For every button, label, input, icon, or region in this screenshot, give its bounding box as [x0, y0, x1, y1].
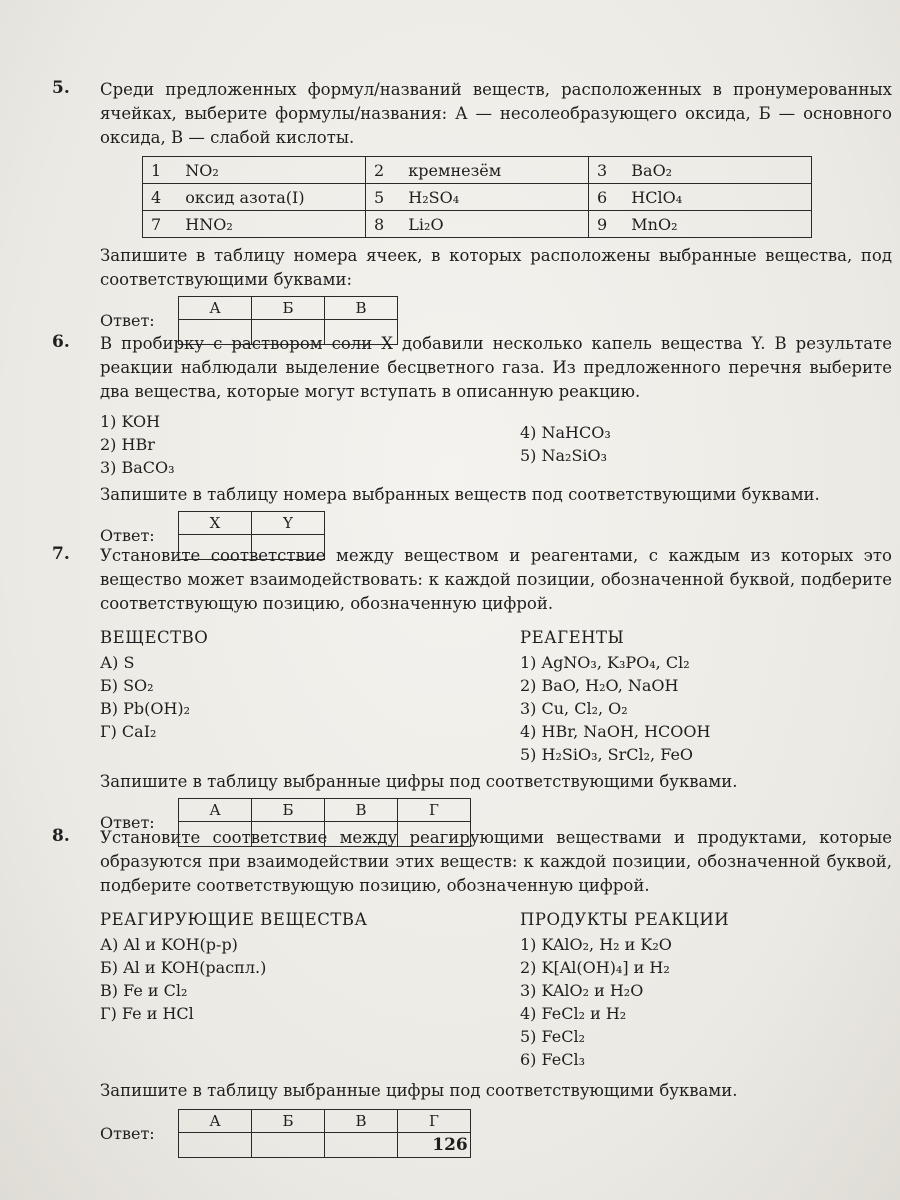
option-item: 3) BaCO₃	[100, 458, 175, 477]
match-columns	[100, 908, 892, 1071]
cell-number: 8	[365, 211, 400, 238]
cell-value: MnO₂	[623, 211, 811, 238]
answer-header: В	[325, 297, 398, 320]
answer-label: Ответ:	[100, 311, 155, 330]
match-columns	[100, 626, 892, 766]
answer-header: А	[179, 1110, 252, 1133]
cell-number: 1	[143, 157, 178, 184]
reactant-item: А) Al и KOH(р-р)	[100, 935, 238, 954]
reagent-item: 1) AgNO₃, K₃PO₄, Cl₂	[520, 653, 690, 672]
products-column	[520, 908, 729, 1071]
product-item: 5) FeCl₂	[520, 1027, 585, 1046]
cell-value: HClO₄	[623, 184, 811, 211]
product-item: 6) FeCl₃	[520, 1050, 585, 1069]
cell-number: 6	[588, 184, 623, 211]
answer-header: Y	[252, 512, 325, 535]
options-left	[100, 410, 520, 479]
grid-row	[143, 157, 812, 184]
answer-header: В	[325, 1110, 398, 1133]
task-instruction: Запишите в таблицу номера выбранных веществ под соответствующими буквами.	[100, 485, 820, 504]
substance-item: Г) CaI₂	[100, 722, 157, 741]
answer-header: А	[179, 297, 252, 320]
cell-number: 3	[588, 157, 623, 184]
reactant-item: Г) Fe и HCl	[100, 1004, 194, 1023]
answer-header: В	[325, 799, 398, 822]
reactant-item: В) Fe и Cl₂	[100, 981, 188, 1000]
cell-value: H₂SO₄	[400, 184, 588, 211]
substance-item: В) Pb(OH)₂	[100, 699, 191, 718]
task-number: 8.	[52, 826, 70, 846]
options-right	[520, 410, 611, 479]
cell-value: HNO₂	[177, 211, 365, 238]
task-5	[52, 78, 892, 345]
column-head: РЕАГЕНТЫ	[520, 628, 625, 647]
answer-header: Б	[252, 799, 325, 822]
cell-number: 7	[143, 211, 178, 238]
substance-item: А) S	[100, 653, 135, 672]
column-head: РЕАГИРУЮЩИЕ ВЕЩЕСТВА	[100, 910, 368, 929]
column-head: ВЕЩЕСТВО	[100, 628, 209, 647]
reactant-item: Б) Al и KOH(распл.)	[100, 958, 267, 977]
cell-number: 9	[588, 211, 623, 238]
task-number: 7.	[52, 544, 70, 564]
column-head: ПРОДУКТЫ РЕАКЦИИ	[520, 910, 730, 929]
task-text: Установите соответствие между веществом и реагентами, с каждым из которых это вещество может взаимодействовать: к каждой позиции, обозначенной буквой, подберите соответствующую позицию, обозначенную цифрой.	[100, 546, 892, 613]
task-instruction: Запишите в таблицу номера ячеек, в которых расположены выбранные вещества, под соответствующими буквами:	[100, 246, 892, 289]
answer-label: Ответ:	[100, 813, 155, 832]
grid-row	[143, 211, 812, 238]
cell-number: 2	[365, 157, 400, 184]
product-item: 4) FeCl₂ и H₂	[520, 1004, 627, 1023]
answer-header: Б	[252, 1110, 325, 1133]
product-item: 2) K[Al(OH)₄] и H₂	[520, 958, 670, 977]
formula-grid	[142, 156, 812, 238]
product-item: 1) KAlO₂, H₂ и K₂O	[520, 935, 672, 954]
answer-header: Г	[398, 1110, 471, 1133]
task-7	[52, 544, 892, 847]
cell-value: Li₂O	[400, 211, 588, 238]
answer-header: Б	[252, 297, 325, 320]
grid-row	[143, 184, 812, 211]
task-8	[52, 826, 892, 1158]
reactants-column	[100, 908, 520, 1071]
task-text: В пробирку с раствором соли X добавили несколько капель вещества Y. В результате реакции наблюдали выделение бесцветного газа. Из предложенного перечня выберите два вещества, которые могут вступать в описанную реакцию.	[100, 334, 892, 401]
reagent-item: 2) BaO, H₂O, NaOH	[520, 676, 679, 695]
cell-number: 5	[365, 184, 400, 211]
option-item: 4) NaHCO₃	[520, 423, 611, 442]
answer-header: X	[179, 512, 252, 535]
task-number: 5.	[52, 78, 70, 98]
option-item: 2) HBr	[100, 435, 155, 454]
answer-header: А	[179, 799, 252, 822]
product-item: 3) KAlO₂ и H₂O	[520, 981, 644, 1000]
answer-header: Г	[398, 799, 471, 822]
cell-value: NO₂	[177, 157, 365, 184]
reagent-item: 4) HBr, NaOH, HCOOH	[520, 722, 711, 741]
cell-value: оксид азота(I)	[177, 184, 365, 211]
task-text: Среди предложенных формул/названий веществ, расположенных в пронумерованных ячейках, выберите формулы/названия: А — несолеобразующего оксида, Б — основного оксида, В — слабой кислоты.	[100, 80, 892, 147]
options	[100, 410, 892, 479]
reagent-item: 3) Cu, Cl₂, O₂	[520, 699, 628, 718]
cell-number: 4	[143, 184, 178, 211]
substance-item: Б) SO₂	[100, 676, 154, 695]
answer-label: Ответ:	[100, 526, 155, 545]
substance-column	[100, 626, 520, 766]
cell-value: кремнезём	[400, 157, 588, 184]
reagent-item: 5) H₂SiO₃, SrCl₂, FeO	[520, 745, 694, 764]
task-text: Установите соответствие между реагирующими веществами и продуктами, которые образуются при взаимодействии этих веществ: к каждой позиции, обозначенной буквой, подберите соответствующую позицию, обозначенную цифрой.	[100, 828, 892, 895]
reagents-column	[520, 626, 710, 766]
task-6	[52, 332, 892, 560]
option-item: 1) KOH	[100, 412, 161, 431]
page-number: 126	[432, 1135, 468, 1155]
option-item: 5) Na₂SiO₃	[520, 446, 608, 465]
task-instruction: Запишите в таблицу выбранные цифры под соответствующими буквами.	[100, 772, 738, 791]
task-number: 6.	[52, 332, 70, 352]
cell-value: BaO₂	[623, 157, 811, 184]
task-instruction: Запишите в таблицу выбранные цифры под соответствующими буквами.	[100, 1081, 738, 1100]
answer-label: Ответ:	[100, 1124, 155, 1143]
